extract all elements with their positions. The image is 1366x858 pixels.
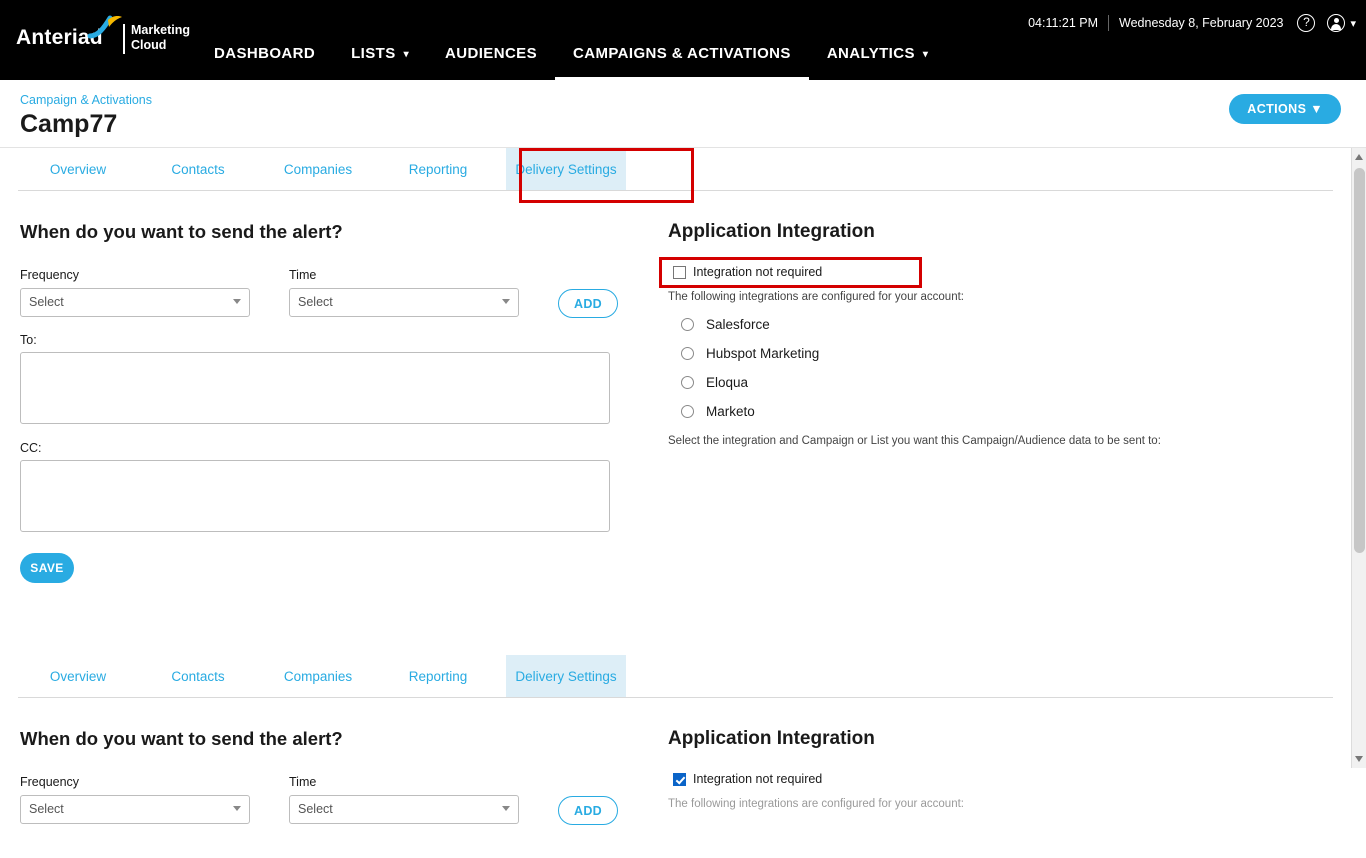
time-label: Time [289,268,317,282]
integration-not-required-label: Integration not required [693,265,823,279]
label-hubspot-marketing: Hubspot Marketing [706,346,820,361]
to-textarea[interactable] [20,352,610,424]
delivery-settings-panel-bottom [0,698,1351,858]
brand-logo[interactable] [16,16,206,62]
user-account-icon[interactable] [1327,14,1345,32]
logo-subtitle-line2: Cloud [131,38,167,52]
spacer [498,655,506,697]
page-title: Camp77 [20,110,118,138]
tab-delivery-settings[interactable]: Delivery Settings [506,148,626,190]
alert-schedule-column-2 [20,698,630,824]
radio-salesforce[interactable] [681,318,694,331]
breadcrumb[interactable]: Campaign & Activations [20,93,153,107]
clock-text: 04:11:21 PM [1028,16,1099,30]
logo-subtitle-line1: Marketing [131,23,191,37]
integration-not-required-row-2[interactable] [673,772,1348,786]
vertical-scrollbar[interactable] [1351,148,1366,768]
frequency-select[interactable]: Select [20,288,250,317]
cc-field [20,441,630,537]
integration-heading-2: Application Integration [668,728,875,749]
tab-contacts-2[interactable]: Contacts [171,669,225,684]
tab-reporting[interactable]: Reporting [408,162,468,177]
integration-heading: Application Integration [668,221,875,242]
nav-item-dashboard[interactable] [196,36,333,80]
frequency-select-wrap-2 [20,795,250,824]
label-marketo: Marketo [706,404,755,419]
integration-not-required-label-2: Integration not required [693,772,823,786]
cc-textarea[interactable] [20,460,610,532]
integration-option-hubspot-marketing[interactable] [681,346,1348,361]
page-body [0,148,1351,818]
nav-label-lists: LISTS [351,45,396,62]
logo-divider [123,24,125,54]
spacer [498,148,506,190]
page-header [0,80,1366,148]
radio-eloqua[interactable] [681,376,694,389]
integration-option-salesforce[interactable] [681,317,1348,332]
frequency-select-wrap [20,288,250,317]
tab-companies[interactable]: Companies [283,162,353,177]
cc-label: CC: [20,441,42,455]
nav-label-campaigns: CAMPAIGNS & ACTIVATIONS [573,45,791,62]
alert-schedule-column [20,191,630,583]
alert-heading: When do you want to send the alert? [20,221,343,242]
frequency-select-2[interactable]: Select [20,795,250,824]
chevron-down-icon: ▾ [922,49,929,60]
radio-marketo[interactable] [681,405,694,418]
tab-reporting-2[interactable]: Reporting [408,669,468,684]
nav-item-lists[interactable] [333,36,427,80]
tab-bar-top [18,148,1333,191]
integration-option-marketo[interactable] [681,404,1348,419]
nav-label-audiences: AUDIENCES [445,45,537,62]
label-eloqua: Eloqua [706,375,749,390]
tab-bar-bottom [18,655,1333,698]
time-select-2[interactable]: Select [289,795,519,824]
integration-option-eloqua[interactable] [681,375,1348,390]
help-icon[interactable]: ? [1297,14,1315,32]
frequency-time-row [20,268,630,317]
tab-delivery-settings-2[interactable]: Delivery Settings [506,655,626,697]
alert-heading-2: When do you want to send the alert? [20,728,343,749]
integration-not-required-row[interactable] [673,265,1348,279]
date-text: Wednesday 8, February 2023 [1119,16,1284,30]
nav-label-analytics: ANALYTICS [826,45,915,62]
scrollbar-thumb[interactable] [1354,168,1365,553]
tab-companies-2[interactable]: Companies [283,669,353,684]
nav-label-dashboard: DASHBOARD [214,45,316,62]
frequency-label-2: Frequency [20,775,80,789]
tab-contacts[interactable]: Contacts [171,162,225,177]
delivery-settings-panel-top [0,191,1351,611]
time-field [289,268,519,317]
nav-item-analytics[interactable] [809,36,946,80]
divider [1108,15,1109,31]
save-button[interactable]: SAVE [20,553,74,583]
configured-integrations-hint: The following integrations are configured for your account: [668,291,964,303]
frequency-label: Frequency [20,268,80,282]
time-select[interactable]: Select [289,288,519,317]
configured-integrations-hint-2: The following integrations are configured for your account: [668,798,964,810]
scroll-up-arrow-icon[interactable] [1355,154,1363,160]
frequency-field [20,268,250,317]
add-button[interactable]: ADD [558,289,618,318]
scroll-down-arrow-icon[interactable] [1355,756,1363,762]
logo-subtitle [131,23,190,53]
application-integration-column [668,191,1348,447]
main-nav [196,36,946,80]
top-navigation-bar [0,0,1366,80]
to-label: To: [20,333,37,347]
select-integration-hint: Select the integration and Campaign or List you want this Campaign/Audience data to be sent to: [668,435,1161,447]
top-status-area [1028,14,1356,32]
time-select-wrap [289,288,519,317]
time-label-2: Time [289,775,317,789]
swoosh-icon [88,14,124,40]
frequency-field-2 [20,775,250,824]
to-field [20,333,630,429]
nav-item-campaigns-activations[interactable] [555,36,809,80]
tab-overview-2[interactable]: Overview [49,669,107,684]
radio-hubspot-marketing[interactable] [681,347,694,360]
application-integration-column-2 [668,698,1348,810]
nav-item-audiences[interactable] [427,36,555,80]
frequency-time-row-2 [20,775,630,824]
logo-text: Anteriad [16,26,103,49]
add-button-2[interactable]: ADD [558,796,618,825]
integration-not-required-checkbox[interactable] [673,266,686,279]
tab-overview[interactable]: Overview [49,162,107,177]
integration-not-required-checkbox-2[interactable] [673,773,686,786]
chevron-down-icon[interactable]: ▾ [1350,17,1356,30]
time-field-2 [289,775,519,824]
actions-button[interactable]: ACTIONS ▼ [1229,94,1341,124]
label-salesforce: Salesforce [706,317,770,332]
chevron-down-icon: ▾ [403,49,410,60]
time-select-wrap-2 [289,795,519,824]
